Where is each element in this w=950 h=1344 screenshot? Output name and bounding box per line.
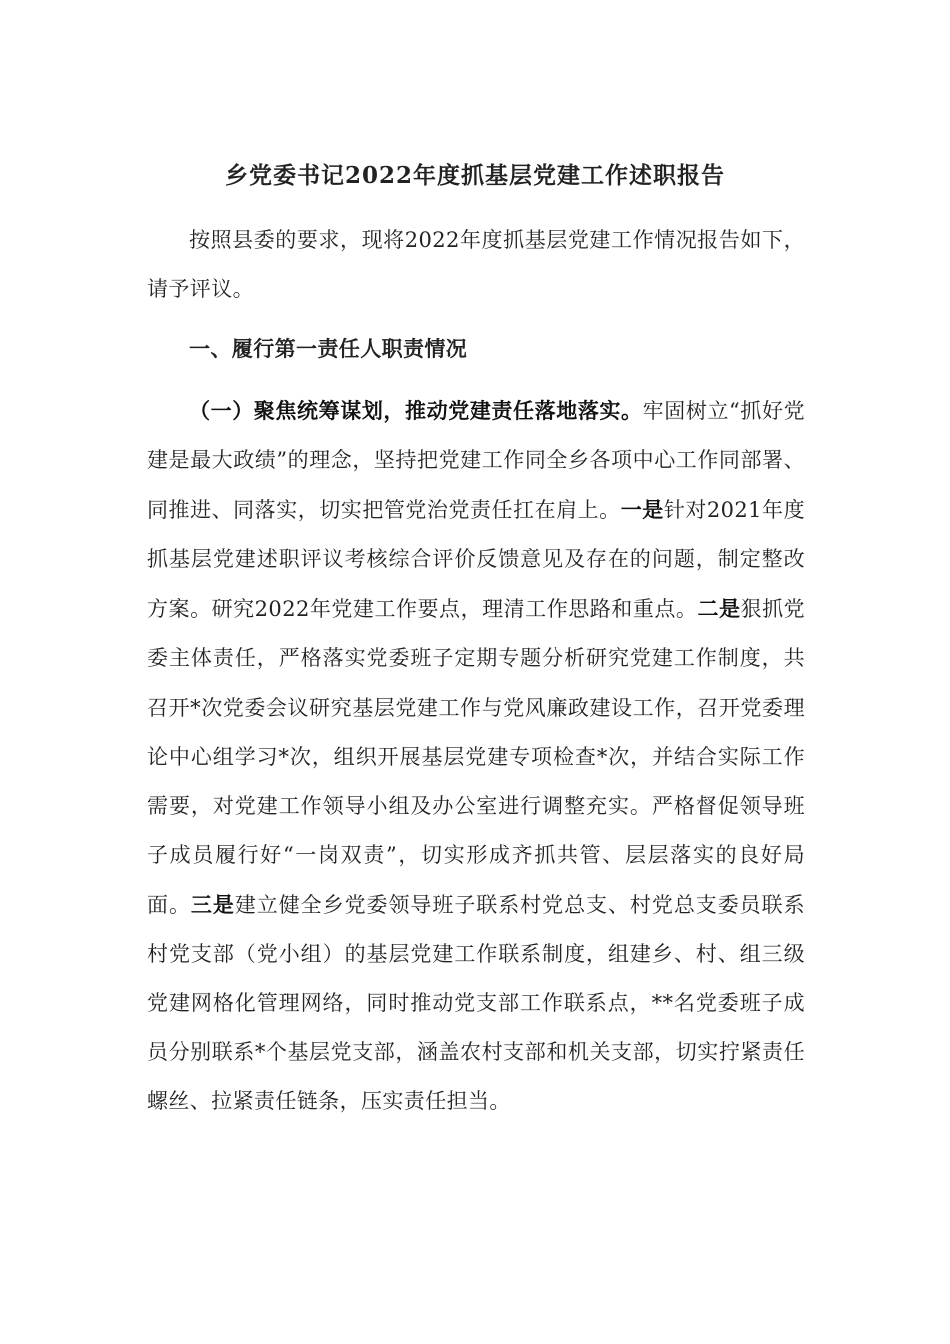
paragraph-text: 牢固树立“抓好党建是最大政绩”的理念，坚持把党建工作同全乡各项中心工作同部署、同推进、同落实，切实把管党治党责任扛在肩上。	[147, 399, 805, 523]
point-marker: 三是	[190, 891, 235, 917]
point-marker: 二是	[697, 596, 741, 622]
paragraph-text: 建立健全乡党委领导班子联系村党总支、村党总支委员联系村党支部（党小组）的基层党建工作联系制度，组建乡、村、组三级党建网格化管理网络，同时推动党支部工作联系点，**名党委班子成员分别联系*个基层党支部，涵盖农村支部和机关支部，切实拧紧责任螺丝、拉紧责任链条，压实责任担当。	[147, 892, 805, 1114]
section-paragraph	[147, 386, 805, 1126]
paragraph-lead: （一）聚焦统筹谋划，推动党建责任落地落实。	[189, 398, 643, 423]
document-title: 乡党委书记2022年度抓基层党建工作述职报告	[224, 162, 725, 189]
paragraph-text: 狠抓党委主体责任，严格落实党委班子定期专题分析研究党建工作制度，共召开*次党委会议研究基层党建工作与党风廉政建设工作，召开党委理论中心组学习*次，组织开展基层党建专项检查*次，并结合实际工作需要，对党建工作领导小组及办公室进行调整充实。严格督促领导班子成员履行好“一岗双责”，切实形成齐抓共管、层层落实的良好局面。	[147, 597, 805, 917]
point-marker: 一是	[620, 497, 664, 523]
section-heading: 一、履行第一责任人职责情况	[189, 336, 468, 361]
paragraph-text: 针对2021年度抓基层党建述职评议考核综合评价反馈意见及存在的问题，制定整改方案。研究2022年党建工作要点，理清工作思路和重点。	[147, 498, 805, 622]
intro-paragraph: 按照县委的要求，现将2022年度抓基层党建工作情况报告如下，请予评议。	[147, 228, 805, 302]
